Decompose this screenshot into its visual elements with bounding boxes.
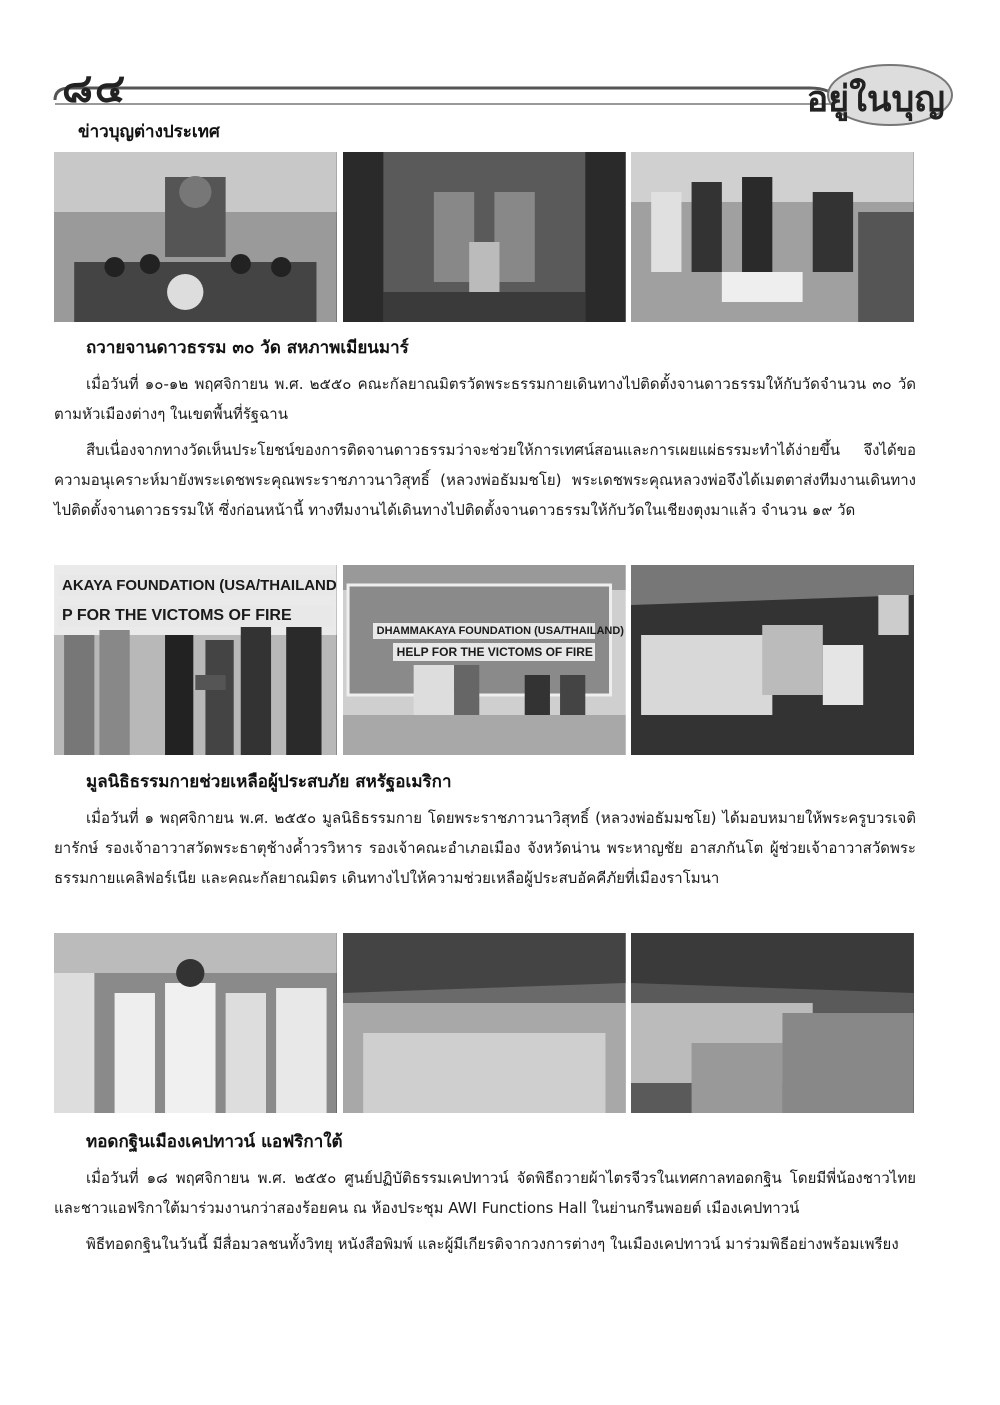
photo-temple-interior	[54, 152, 337, 322]
photo-shrine	[343, 152, 626, 322]
article-headline: มูลนิธิธรรมกายช่วยเหลือผู้ประสบภัย สหรัฐอเมริกา	[86, 772, 452, 792]
photo-ceremony	[631, 152, 914, 322]
photo-donation-handover	[54, 565, 337, 755]
photo-row-myanmar	[54, 152, 914, 322]
photo-warehouse	[631, 565, 914, 755]
article-paragraph: เมื่อวันที่ ๑๘ พฤศจิกายน พ.ศ. ๒๕๕๐ ศูนย์ปฏิบัติธรรมเคปทาวน์ จัดพิธีถวายผ้าไตรจีวรในเทศกาลทอดกฐิน โดยมีพี่น้องชาวไทยและชาวแอฟริกาใต้มาร่วมงานกว่าสองร้อยคน ณ ห้องประชุม AWI Functions Hall ในย่านกรีนพอยต์ เมืองเคปทาวน์	[54, 1169, 916, 1217]
photo-row-usa	[54, 565, 914, 755]
section-label: ข่าวบุญต่างประเทศ	[78, 122, 220, 142]
photo-hall-crowd	[343, 933, 626, 1113]
article-myanmar	[54, 334, 916, 531]
article-paragraph: เมื่อวันที่ ๑๐-๑๒ พฤศจิกายน พ.ศ. ๒๕๕๐ คณะกัลยาณมิตรวัดพระธรรมกายเดินทางไปติดตั้งจานดาวธรรมให้กับวัดจำนวน ๓๐ วัด ตามหัวเมืองต่างๆ ในเขตพื้นที่รัฐฉาน	[54, 375, 916, 423]
article-headline: ถวายจานดาวธรรม ๓๐ วัด สหภาพเมียนมาร์	[86, 338, 409, 358]
banner-subtext: P FOR THE VICTOMS OF FIRE	[58, 605, 333, 627]
article-paragraph: สืบเนื่องจากทางวัดเห็นประโยชน์ของการติดจานดาวธรรมว่าจะช่วยให้การเทศน์สอนและการเผยแผ่ธรรมะทำได้ง่ายขึ้น จึงได้ขอความอนุเคราะห์มายังพระเดชพระคุณพระราชภาวนาวิสุทธิ์ (หลวงพ่อธัมมชโย) พระเดชพระคุณหลวงพ่อจึงได้เมตตาส่งทีมงานเดินทางไปติดตั้งจานดาวธรรมให้ ซึ่งก่อนหน้านี้ ทางทีมงานได้เดินทางไปติดตั้งจานดาวธรรมให้กับวัดในเชียงตุงมาแล้ว จำนวน ๑๙ วัด	[54, 441, 916, 519]
photo-monks-seated	[631, 933, 914, 1113]
photo-row-capetown	[54, 933, 914, 1113]
page-number: ๘๔	[62, 65, 128, 112]
article-headline: ทอดกฐินเมืองเคปทาวน์ แอฟริกาใต้	[86, 1132, 343, 1152]
page-header	[0, 0, 1000, 120]
banner-text: AKAYA FOUNDATION (USA/THAILAND	[58, 575, 333, 596]
article-usa	[54, 768, 916, 899]
photo-truck-supplies	[343, 565, 626, 755]
article-paragraph: เมื่อวันที่ ๑ พฤศจิกายน พ.ศ. ๒๕๕๐ มูลนิธิธรรมกาย โดยพระราชภาวนาวิสุทธิ์ (หลวงพ่อธัมมชโย) ได้มอบหมายให้พระครูบวรเจติยารักษ์ รองเจ้าอาวาสวัดพระธาตุช้างค้ำวรวิหาร รองเจ้าคณะอำเภอเมือง จังหวัดน่าน พระหาญชัย อาสภกันโต ผู้ช่วยเจ้าอาวาสวัดพระธรรมกายแคลิฟอร์เนีย และคณะกัลยาณมิตร เดินทางไปให้ความช่วยเหลือผู้ประสบอัคคีภัยที่เมืองราโมนา	[54, 809, 916, 887]
article-capetown	[54, 1128, 916, 1265]
article-paragraph: พิธีทอดกฐินในวันนี้ มีสื่อมวลชนทั้งวิทยุ หนังสือพิมพ์ และผู้มีเกียรติจากวงการต่างๆ ในเมืองเคปทาวน์ มาร่วมพิธีอย่างพร้อมเพรียง	[86, 1235, 899, 1253]
magazine-brand: อยู่ในบุญ	[806, 78, 945, 120]
banner-subtext: HELP FOR THE VICTOMS OF FIRE	[393, 643, 596, 661]
photo-procession	[54, 933, 337, 1113]
banner-text: DHAMMAKAYA FOUNDATION (USA/THAILAND)	[373, 623, 596, 639]
